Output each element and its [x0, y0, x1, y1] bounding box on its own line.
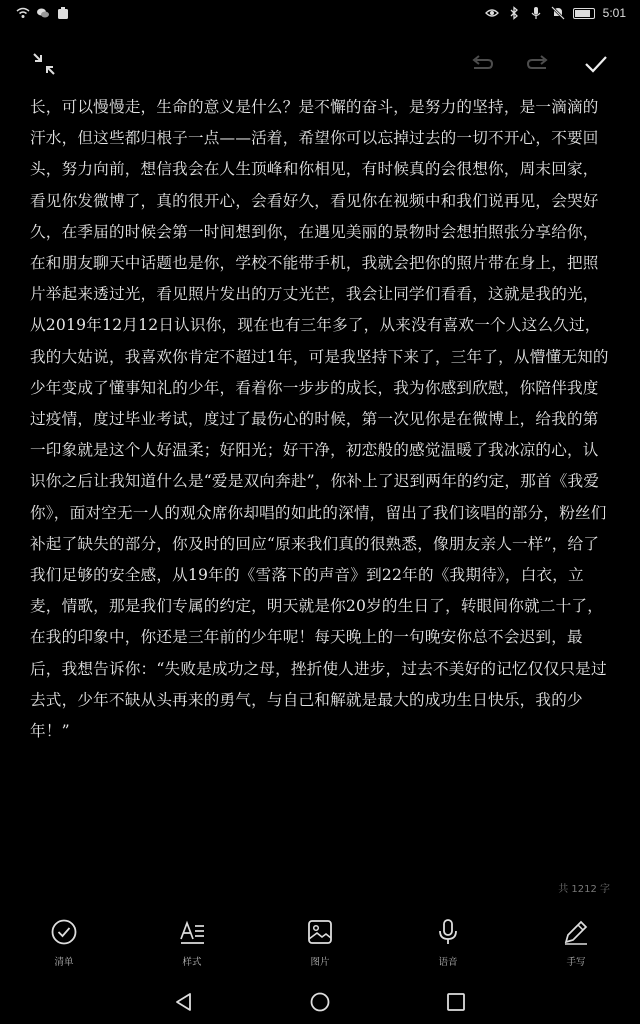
text-style-icon — [178, 918, 206, 946]
back-icon[interactable] — [172, 990, 196, 1014]
checklist-button[interactable] — [29, 918, 99, 968]
image-label: 图片 — [310, 957, 330, 968]
voice-button[interactable] — [413, 918, 483, 968]
checkmark-icon[interactable] — [582, 50, 610, 78]
text-style-button[interactable] — [157, 918, 227, 968]
bluetooth-icon — [507, 6, 521, 20]
editor-toolbar — [0, 44, 640, 84]
handwriting-label: 手写 — [566, 957, 586, 968]
collapse-icon[interactable] — [30, 50, 58, 78]
chat-icon — [36, 6, 50, 20]
voice-label: 语音 — [438, 957, 458, 968]
status-right-icons — [485, 6, 626, 20]
microphone-icon — [434, 918, 462, 946]
image-button[interactable] — [285, 918, 355, 968]
note-body[interactable]: 长，可以慢慢走，生命的意义是什么？是不懈的奋斗，是努力的坚持，是一滴滴的汗水，但这些都归根子一点——活着，希望你可以忘掉过去的一切不开心，不要回头，努力向前，想信我会在人生顶峰和你相见，有时候真的会很想你，周末回家，看见你发微博了，真的很开心，会看好久，看见你在视频中和我们说再见，会哭好久，在季届的时候会第一时间想到你，在遇见美丽的景物时会想拍照张分享给你，在和朋友聊天中话题也是你，学校不能带手机，我就会把你的照片带在身上，把照片举起来透过光，看见照片发出的万丈光芒，我会让同学们看看，这就是我的光，从2019年12月12日认识你，现在也有三年多了，从来没有喜欢一个人这么久过，我的大姑说，我喜欢你肯定不超过1年，可是我坚持下来了，三年了，从懵懂无知的少年变成了懂事知礼的少年，看着你一步步的成长，我为你感到欣慰，你陪伴我度过疫情，度过毕业考试，度过了最伤心的时候，第一次见你是在微博上，给我的第一印象就是这个人好温柔；好阳光；好干净，初恋般的感觉温暖了我冰凉的心，认识你之后让我知道什么是“爱是双向奔赴”，你补上了迟到两年的约定，那首《我爱你》，面对空无一人的观众席你却唱的如此的深情，留出了我们该唱的部分，粉丝们补起了缺失的部分，你及时的回应“原来我们真的很熟悉，像朋友亲人一样”，给了我们足够的安全感，从19年的《雪落下的声音》到22年的《我期待》，白衣，立麦，情歌，那是我们专属的约定，明天就是你20岁的生日了，转眼间你就二十了，在我的印象中，你还是三年前的少年呢！每天晚上的一句晚安你总不会迟到，最后，我想告诉你：“失败是成功之母，挫折使人进步，过去不美好的记忆仅仅只是过去式，少年不缺从头再来的勇气，与自己和解就是最大的成功生日快乐，我的少年！” — [30, 98, 609, 741]
home-icon[interactable] — [308, 990, 332, 1014]
recents-icon[interactable] — [444, 990, 468, 1014]
text-style-label: 样式 — [182, 957, 202, 968]
system-nav-bar — [0, 980, 640, 1024]
wifi-icon — [16, 6, 30, 20]
mute-icon — [551, 6, 565, 20]
undo-icon[interactable] — [468, 50, 496, 78]
handwriting-button[interactable] — [541, 918, 611, 968]
status-time: 5:01 — [602, 6, 626, 20]
checklist-icon — [50, 918, 78, 946]
battery-icon — [573, 8, 595, 19]
redo-icon[interactable] — [524, 50, 552, 78]
checklist-label: 清单 — [54, 957, 74, 968]
bottom-toolbar — [0, 918, 640, 978]
mic-icon — [529, 6, 543, 20]
word-count: 共 1212 字 — [558, 884, 610, 895]
status-bar — [0, 0, 640, 30]
image-icon — [306, 918, 334, 946]
app-icon — [56, 6, 70, 20]
eye-icon — [485, 6, 499, 20]
battery-fill — [575, 10, 590, 17]
pen-icon — [562, 918, 590, 946]
status-left-icons — [16, 6, 70, 20]
